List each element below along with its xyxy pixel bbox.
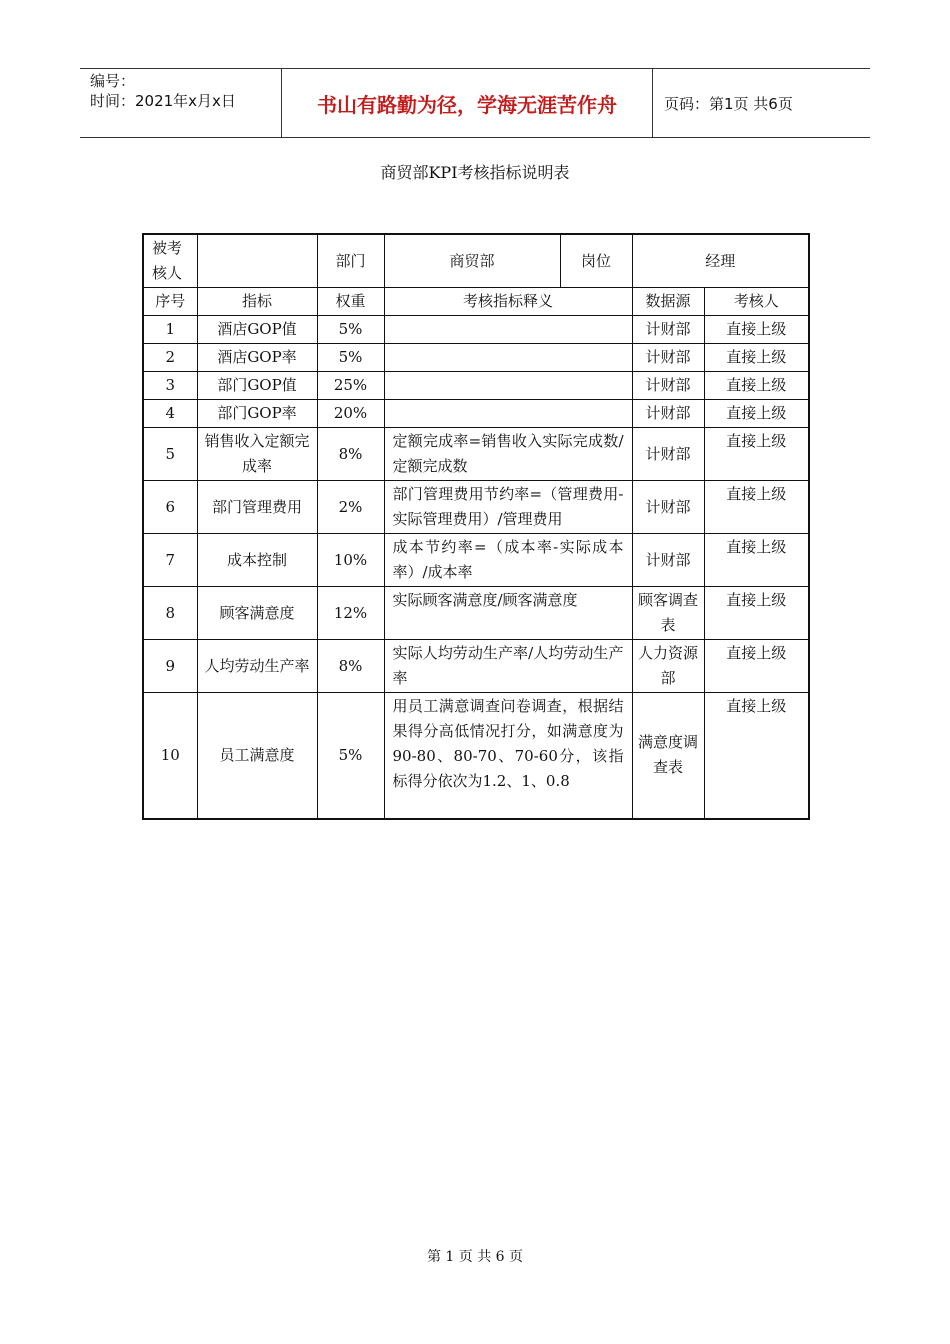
table-row bbox=[143, 534, 809, 587]
row-source: 计财部 bbox=[632, 481, 704, 534]
row-reviewer: 直接上级 bbox=[704, 587, 809, 640]
row-indicator: 人均劳动生产率 bbox=[197, 640, 317, 693]
row-indicator: 员工满意度 bbox=[197, 693, 317, 819]
row-no: 3 bbox=[143, 372, 197, 400]
document-header bbox=[80, 68, 870, 138]
info-row bbox=[143, 234, 809, 288]
row-reviewer: 直接上级 bbox=[704, 372, 809, 400]
row-indicator: 部门管理费用 bbox=[197, 481, 317, 534]
row-indicator: 部门GOP率 bbox=[197, 400, 317, 428]
row-indicator: 部门GOP值 bbox=[197, 372, 317, 400]
table-row bbox=[143, 640, 809, 693]
row-source: 顾客调查表 bbox=[632, 587, 704, 640]
header-page-info: 页码：第1页 共6页 bbox=[664, 94, 793, 113]
row-reviewer: 直接上级 bbox=[704, 534, 809, 587]
row-weight: 2% bbox=[317, 481, 384, 534]
row-no: 5 bbox=[143, 428, 197, 481]
row-reviewer: 直接上级 bbox=[704, 428, 809, 481]
table-row bbox=[143, 400, 809, 428]
row-source: 计财部 bbox=[632, 316, 704, 344]
row-indicator: 酒店GOP值 bbox=[197, 316, 317, 344]
table-row bbox=[143, 481, 809, 534]
row-source: 计财部 bbox=[632, 428, 704, 481]
row-no: 1 bbox=[143, 316, 197, 344]
row-weight: 5% bbox=[317, 344, 384, 372]
row-no: 7 bbox=[143, 534, 197, 587]
col-header-source: 数据源 bbox=[632, 288, 704, 316]
row-weight: 10% bbox=[317, 534, 384, 587]
row-weight: 8% bbox=[317, 428, 384, 481]
time-label: 时间：2021年x月x日 bbox=[90, 92, 236, 110]
row-no: 6 bbox=[143, 481, 197, 534]
row-reviewer: 直接上级 bbox=[704, 316, 809, 344]
table-row bbox=[143, 344, 809, 372]
table-row bbox=[143, 693, 809, 819]
row-source: 计财部 bbox=[632, 344, 704, 372]
examinee-label: 被考核人 bbox=[143, 234, 197, 288]
row-desc bbox=[384, 316, 632, 344]
row-no: 10 bbox=[143, 693, 197, 819]
number-label: 编号： bbox=[90, 72, 136, 90]
row-desc: 定额完成率=销售收入实际完成数/定额完成数 bbox=[384, 428, 632, 481]
row-no: 9 bbox=[143, 640, 197, 693]
col-header-reviewer: 考核人 bbox=[704, 288, 809, 316]
row-source: 人力资源部 bbox=[632, 640, 704, 693]
table-row bbox=[143, 316, 809, 344]
row-indicator: 成本控制 bbox=[197, 534, 317, 587]
row-source: 计财部 bbox=[632, 372, 704, 400]
row-desc: 成本节约率=（成本率-实际成本率）/成本率 bbox=[384, 534, 632, 587]
table-row bbox=[143, 587, 809, 640]
dept-label: 部门 bbox=[317, 234, 384, 288]
header-motto: 书山有路勤为径，学海无涯苦作舟 bbox=[281, 69, 653, 137]
row-desc: 部门管理费用节约率=（管理费用-实际管理费用）/管理费用 bbox=[384, 481, 632, 534]
row-indicator: 酒店GOP率 bbox=[197, 344, 317, 372]
row-weight: 20% bbox=[317, 400, 384, 428]
row-reviewer: 直接上级 bbox=[704, 344, 809, 372]
row-reviewer: 直接上级 bbox=[704, 693, 809, 819]
header-meta bbox=[80, 69, 281, 137]
kpi-table bbox=[142, 233, 810, 820]
row-weight: 12% bbox=[317, 587, 384, 640]
row-reviewer: 直接上级 bbox=[704, 400, 809, 428]
row-desc bbox=[384, 344, 632, 372]
col-header-no: 序号 bbox=[143, 288, 197, 316]
row-desc: 用员工满意调查问卷调查，根据结果得分高低情况打分，如满意度为90-80、80-70、70-60分，该指标得分依次为1.2、1、0.8 bbox=[384, 693, 632, 819]
table-row bbox=[143, 428, 809, 481]
row-desc: 实际顾客满意度/顾客满意度 bbox=[384, 587, 632, 640]
row-source: 计财部 bbox=[632, 534, 704, 587]
kpi-rows bbox=[143, 316, 809, 819]
column-header-row bbox=[143, 288, 809, 316]
row-weight: 5% bbox=[317, 693, 384, 819]
table-row bbox=[143, 372, 809, 400]
examinee-value bbox=[197, 234, 317, 288]
row-weight: 5% bbox=[317, 316, 384, 344]
row-weight: 25% bbox=[317, 372, 384, 400]
row-source: 满意度调查表 bbox=[632, 693, 704, 819]
row-weight: 8% bbox=[317, 640, 384, 693]
row-desc: 实际人均劳动生产率/人均劳动生产率 bbox=[384, 640, 632, 693]
row-reviewer: 直接上级 bbox=[704, 481, 809, 534]
post-label: 岗位 bbox=[560, 234, 632, 288]
page-footer: 第 1 页 共 6 页 bbox=[426, 1249, 524, 1265]
row-source: 计财部 bbox=[632, 400, 704, 428]
post-value: 经理 bbox=[632, 234, 809, 288]
row-indicator: 销售收入定额完成率 bbox=[197, 428, 317, 481]
document-title: 商贸部KPI考核指标说明表 bbox=[380, 163, 570, 182]
col-header-weight: 权重 bbox=[317, 288, 384, 316]
row-desc bbox=[384, 372, 632, 400]
row-no: 4 bbox=[143, 400, 197, 428]
dept-value: 商贸部 bbox=[384, 234, 560, 288]
row-no: 8 bbox=[143, 587, 197, 640]
row-reviewer: 直接上级 bbox=[704, 640, 809, 693]
row-no: 2 bbox=[143, 344, 197, 372]
col-header-desc: 考核指标释义 bbox=[384, 288, 632, 316]
row-indicator: 顾客满意度 bbox=[197, 587, 317, 640]
row-desc bbox=[384, 400, 632, 428]
col-header-indicator: 指标 bbox=[197, 288, 317, 316]
